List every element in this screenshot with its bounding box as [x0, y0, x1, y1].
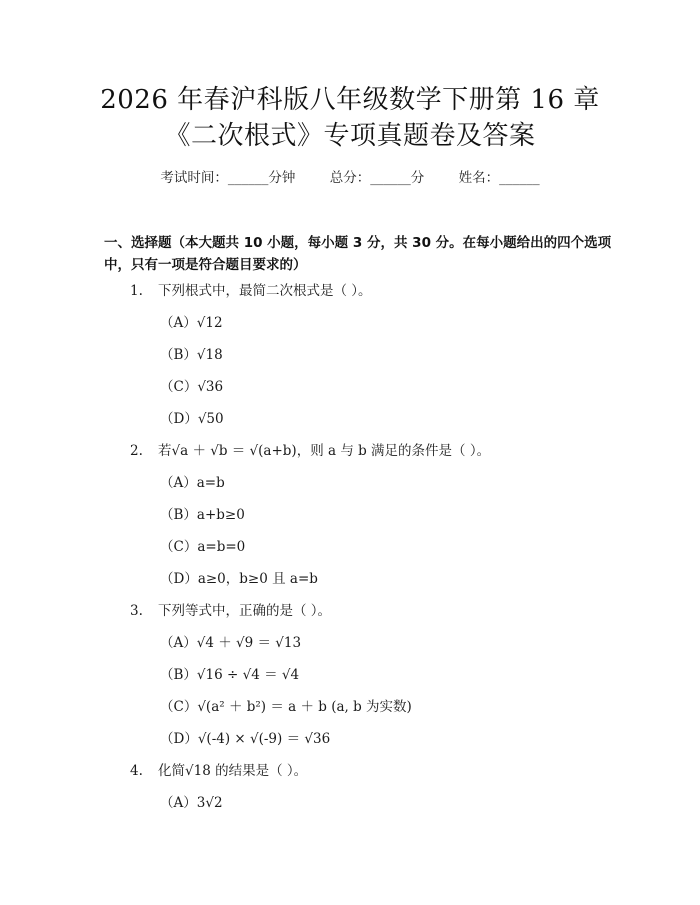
q3-option-b: （B）√16 ÷ √4 ＝ √4: [160, 667, 300, 683]
score-unit: 分: [410, 170, 425, 186]
q4-option-a: （A）3√2: [160, 795, 223, 811]
exam-info-row: [0, 169, 700, 187]
exam-title-line1: 2026 年春沪科版八年级数学下册第 16 章: [100, 85, 600, 115]
question-3: [130, 602, 650, 620]
q1-option-b: （B）√18: [160, 347, 223, 363]
q3-option-c: （C）√(a² ＋ b²) ＝ a ＋ b (a, b 为实数): [160, 699, 412, 715]
section-heading-choice: 一、选择题（本大题共 10 小题，每小题 3 分，共 30 分。在每小题给出的四个选项中，只有一项是符合题目要求的）: [104, 235, 612, 273]
question-2: [130, 442, 650, 460]
time-unit: 分钟: [268, 170, 296, 186]
name-label: 姓名：: [458, 170, 500, 186]
score-blank: ______: [370, 170, 411, 186]
question-number: 1.: [130, 283, 143, 299]
q3-option-d: （D）√(-4) × √(-9) ＝ √36: [160, 731, 331, 747]
q2-option-a: （A）a=b: [160, 475, 225, 491]
q1-option-c: （C）√36: [160, 379, 224, 395]
time-label: 考试时间：: [160, 170, 228, 186]
q2-option-b: （B）a+b≥0: [160, 507, 245, 523]
exam-title-line2: 《二次根式》专项真题卷及答案: [164, 121, 536, 151]
question-4: [130, 762, 650, 780]
q3-option-a: （A）√4 ＋ √9 ＝ √13: [160, 635, 302, 651]
question-text: 下列根式中，最简二次根式是（ ）。: [158, 283, 372, 299]
question-number: 2.: [130, 443, 143, 459]
question-text: 下列等式中，正确的是（ ）。: [158, 603, 332, 619]
q1-option-a: （A）√12: [160, 315, 223, 331]
question-1: [130, 282, 650, 300]
question-number: 4.: [130, 763, 143, 779]
time-blank: ______: [227, 170, 269, 186]
question-text: 若√a ＋ √b ＝ √(a+b)，则 a 与 b 满足的条件是（ ）。: [158, 443, 491, 459]
score-label: 总分：: [329, 170, 371, 186]
q2-option-d: （D）a≥0，b≥0 且 a=b: [160, 571, 318, 587]
q1-option-d: （D）√50: [160, 411, 224, 427]
name-blank: ______: [499, 170, 540, 186]
question-number: 3.: [130, 603, 143, 619]
question-text: 化简√18 的结果是（ ）。: [158, 763, 308, 779]
q2-option-c: （C）a=b=0: [160, 539, 246, 555]
